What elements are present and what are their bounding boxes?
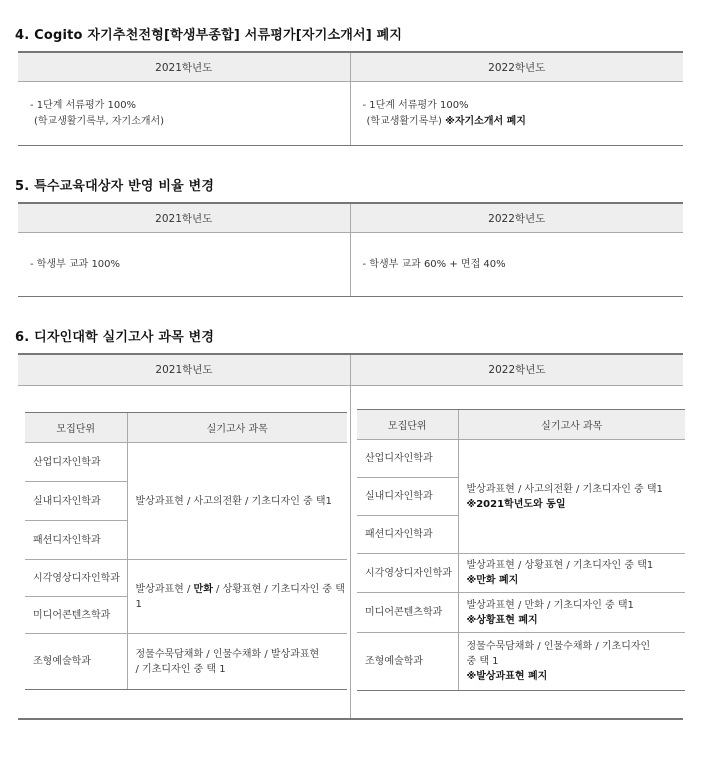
s6r-subject-c-text: 발상과표현 / 만화 / 기초디자인 중 택1: [466, 599, 634, 611]
s6r-subject-a: [458, 440, 685, 554]
s6r-header-unit: 모집단위: [357, 410, 458, 440]
section-5-table: [18, 202, 683, 297]
s6r-subject-c: [458, 593, 685, 633]
s6r-subject-d-line2: 중 택 1: [466, 656, 499, 667]
s4-left-line1: - 1단계 서류평가 100%: [30, 99, 137, 111]
s6l-header-subject: 실기고사 과목: [127, 413, 347, 443]
s6r-subject-d: [458, 633, 685, 691]
s6l-header-unit: 모집단위: [25, 413, 127, 443]
s6l-dept: 시각영상디자인학과: [25, 560, 127, 597]
s6l-subject-c-line2: / 기초디자인 중 택 1: [135, 663, 226, 675]
s6l-dept: 패션디자인학과: [25, 521, 127, 560]
s6l-dept: 실내디자인학과: [25, 482, 127, 521]
s6r-dept: 실내디자인학과: [357, 478, 458, 516]
s6r-subject-a-note: ※2021학년도와 동일: [466, 498, 566, 510]
s6r-subject-c-note: ※상황표현 폐지: [466, 614, 538, 626]
s6l-dept: 미디어콘텐츠학과: [25, 597, 127, 634]
s6r-dept: 시각영상디자인학과: [357, 554, 458, 593]
s4-right-line2: (학교생활기록부): [366, 115, 442, 127]
s4-header-2021: 2021학년도: [18, 52, 350, 82]
s6l-subject-b-pre: 발상과표현 /: [135, 583, 194, 595]
s6l-subject-b-post: / 상황표현 / 기초디자인 중 택1: [135, 583, 345, 610]
s6r-subject-b-text: 발상과표현 / 상황표현 / 기초디자인 중 택1: [466, 560, 654, 571]
s6r-dept: 패션디자인학과: [357, 516, 458, 554]
s6-2021-table: [25, 412, 347, 690]
s6l-subject-a: 발상과표현 / 사고의전환 / 기초디자인 중 택1: [127, 443, 347, 560]
s6r-dept: 조형예술학과: [357, 633, 458, 691]
section-4-table: [18, 51, 683, 146]
s6r-subject-d-line1: 정물수묵담채화 / 인물수채화 / 기초디자인: [466, 641, 651, 652]
section-4-title: 4. Cogito 자기추천전형[학생부종합] 서류평가[자기소개서] 폐지: [15, 28, 403, 43]
s4-cell-2022: [350, 82, 683, 146]
s6l-subject-b-bold: 만화: [193, 583, 213, 595]
s6r-subject-b: [458, 554, 685, 593]
s6r-subject-d-note: ※발상과표현 폐지: [466, 671, 548, 682]
s5-cell-2022: - 학생부 교과 60% + 면접 40%: [350, 233, 683, 297]
s6r-dept: 미디어콘텐츠학과: [357, 593, 458, 633]
s6r-subject-b-note: ※만화 폐지: [466, 575, 519, 586]
s6r-header-subject: 실기고사 과목: [458, 410, 685, 440]
s5-header-2021: 2021학년도: [18, 203, 350, 233]
s6-header-2022: 2022학년도: [488, 364, 546, 376]
s6l-dept: 조형예술학과: [25, 634, 127, 690]
s4-right-note: ※자기소개서 폐지: [445, 115, 526, 127]
s4-header-2022: 2022학년도: [350, 52, 683, 82]
section-5-title: 5. 특수교육대상자 반영 비율 변경: [15, 179, 215, 194]
s5-cell-2021: - 학생부 교과 100%: [18, 233, 350, 297]
s4-right-line1: - 1단계 서류평가 100%: [362, 99, 469, 111]
s4-left-line2: (학교생활기록부, 자기소개서): [34, 115, 165, 127]
s5-header-2022: 2022학년도: [350, 203, 683, 233]
section-6-title: 6. 디자인대학 실기고사 과목 변경: [15, 330, 215, 345]
s6-header-2021: 2021학년도: [155, 364, 213, 376]
s6l-subject-c: [127, 634, 347, 690]
s6r-dept: 산업디자인학과: [357, 440, 458, 478]
s6l-subject-c-line1: 정물수묵담채화 / 인물수채화 / 발상과표현: [135, 648, 320, 660]
s6l-dept: 산업디자인학과: [25, 443, 127, 482]
s6-2022-table: [357, 409, 685, 691]
s4-cell-2021: [18, 82, 350, 146]
s6r-subject-a-text: 발상과표현 / 사고의전환 / 기초디자인 중 택1: [466, 483, 663, 495]
s6l-subject-b: [127, 560, 347, 634]
